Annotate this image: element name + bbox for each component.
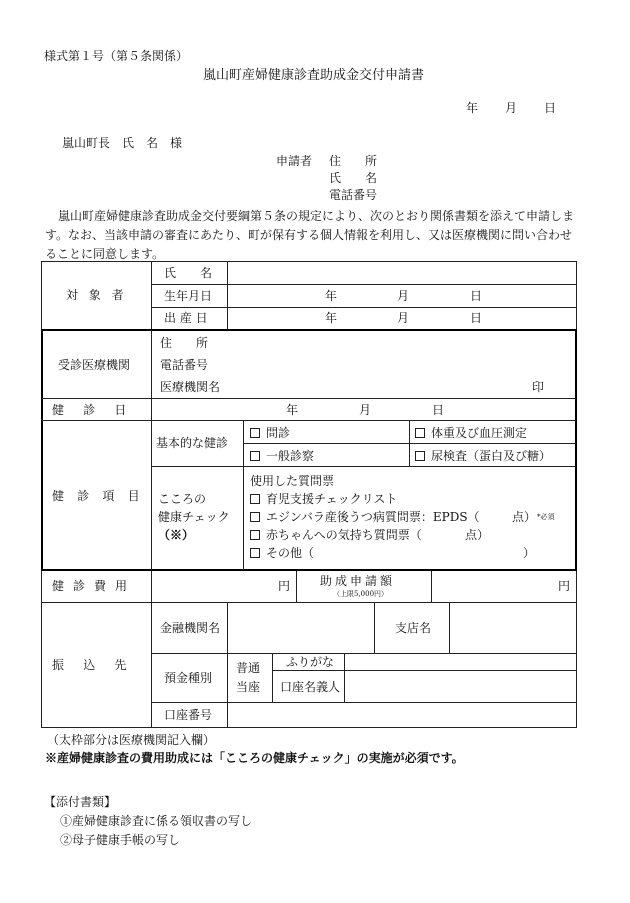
- birth-year: 年: [325, 289, 338, 303]
- exam-month: 月: [359, 403, 372, 417]
- date-month-label: 月: [505, 101, 518, 115]
- date-year-label: 年: [466, 101, 479, 115]
- baby-feelings-points: 点）: [465, 528, 490, 542]
- intro-line-3: ることに同意します。: [45, 247, 165, 261]
- account-number-label: 口座番号: [164, 708, 213, 722]
- seal-mark: 印: [532, 380, 545, 394]
- bold-frame-note: （太枠部分は医療機関記入欄）: [47, 733, 216, 747]
- checkbox-icon: [250, 530, 260, 540]
- birth-day: 日: [470, 289, 483, 303]
- check-baby-feelings[interactable]: 赤ちゃんへの気持ち質問票（: [250, 529, 422, 541]
- form-title: 嵐山町産婦健康診査助成金交付申請書: [203, 68, 425, 83]
- check-epds[interactable]: エジンバラ産後うつ病質問票：EPDS（: [250, 511, 480, 523]
- check-childcare-checklist[interactable]: 育児支援チェックリスト: [250, 493, 397, 505]
- addressee: 嵐山町長 氏 名 様: [62, 136, 183, 150]
- check-general[interactable]: 一般診察: [250, 450, 314, 462]
- checkbox-icon: [250, 512, 260, 522]
- fee-yen: 円: [278, 579, 291, 593]
- date-day-label: 日: [544, 101, 557, 115]
- applicant-phone-label: 電話番号: [329, 188, 378, 202]
- exam-day: 日: [432, 403, 445, 417]
- intro-line-1: 嵐山町産婦健康診査助成金交付要綱第５条の規定により、次のとおり関係書類を添えて申請しま: [58, 209, 575, 223]
- epds-required-note: *必須: [537, 513, 555, 521]
- subject-name-label: 氏 名: [164, 266, 213, 280]
- checkbox-icon: [250, 494, 260, 504]
- required-note: ※産婦健康診査の費用助成には「こころの健康チェック」の実施が必須です。: [45, 751, 464, 765]
- subsidy-yen: 円: [558, 579, 571, 593]
- questionnaire-title: 使用した質問票: [250, 474, 335, 488]
- clinic-address-label: 住 所: [160, 336, 209, 350]
- delivery-month: 月: [397, 311, 410, 325]
- other-close: ）: [523, 546, 536, 560]
- checkbox-icon: [250, 428, 260, 438]
- basic-exam-label: 基本的な健診: [156, 436, 229, 450]
- branch-label: 支店名: [395, 621, 432, 635]
- applicant-address-label: 住 所: [329, 154, 378, 168]
- mental-label-2: 健康チェック: [158, 510, 230, 524]
- exam-items-label: 健診項目: [52, 489, 153, 503]
- form-number: 様式第１号（第５条関係）: [44, 49, 189, 63]
- applicant-name-label: 氏 名: [329, 171, 378, 185]
- applicant-label: 申請者: [276, 154, 313, 168]
- attachments-title: 【添付書類】: [44, 795, 117, 809]
- checkbox-icon: [415, 451, 425, 461]
- account-holder-label: 口座名義人: [280, 680, 341, 694]
- transfer-label: 振込先: [52, 658, 146, 672]
- check-weight-bp[interactable]: 体重及び血圧測定: [415, 427, 527, 439]
- check-urine[interactable]: 尿検査（蛋白及び糖）: [415, 450, 551, 462]
- intro-line-2: す。なお、当該申請の審査にあたり、町が保有する個人情報を利用し、又は医療機関に問い合わせ: [45, 228, 573, 242]
- clinic-phone-label: 電話番号: [160, 358, 209, 372]
- exam-year: 年: [286, 403, 299, 417]
- exam-date-label: 健診日: [52, 403, 146, 417]
- account-type-label: 預金種別: [164, 671, 213, 685]
- birth-month: 月: [397, 289, 410, 303]
- bank-label: 金融機関名: [160, 621, 221, 635]
- subject-delivery-label: 出 産 日: [164, 311, 208, 325]
- epds-points: 点）: [512, 510, 537, 524]
- attachment-item: ②母子健康手帳の写し: [60, 833, 181, 847]
- exam-fee-label: 健診費用: [52, 579, 137, 593]
- account-type-current[interactable]: 当座: [236, 680, 261, 694]
- checkbox-icon: [250, 548, 260, 558]
- attachment-item: ①産婦健康診査に係る領収書の写し: [60, 814, 253, 828]
- checkbox-icon: [415, 428, 425, 438]
- account-type-ordinary[interactable]: 普通: [236, 661, 261, 675]
- delivery-day: 日: [470, 311, 483, 325]
- clinic-label: 受診医療機関: [58, 358, 131, 372]
- furigana-label: ふりがな: [286, 655, 335, 669]
- check-other[interactable]: その他（: [250, 547, 314, 559]
- mental-label-1: こころの: [158, 492, 207, 506]
- subsidy-label: 助成申請額: [320, 574, 396, 588]
- check-interview[interactable]: 問診: [250, 427, 290, 439]
- clinic-name-label: 医療機関名: [160, 380, 221, 394]
- delivery-year: 年: [325, 311, 338, 325]
- mental-label-3: （※）: [158, 528, 195, 542]
- checkbox-icon: [250, 451, 260, 461]
- subject-birth-label: 生年月日: [164, 289, 213, 303]
- subsidy-limit: （上限5,000円）: [333, 590, 389, 598]
- subject-label: 対象者: [66, 288, 135, 302]
